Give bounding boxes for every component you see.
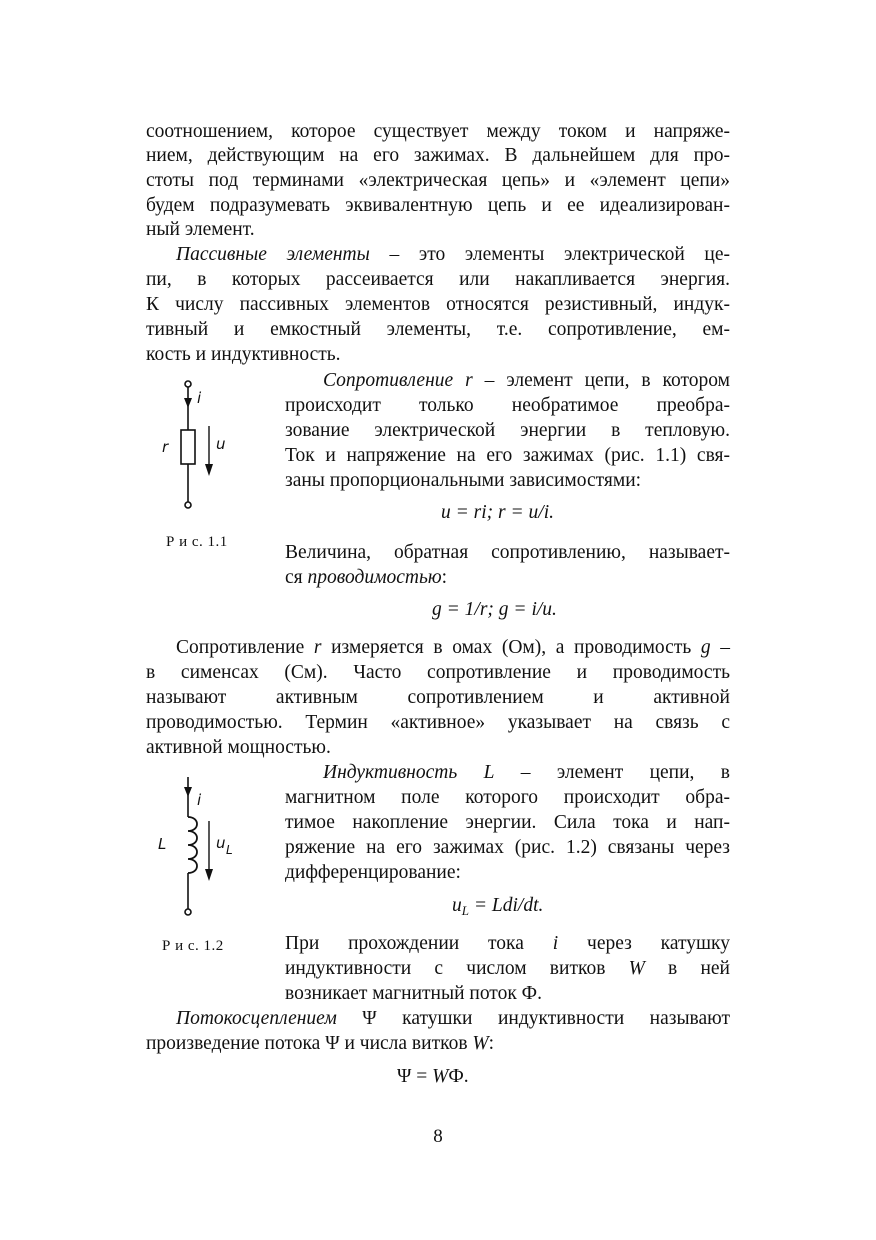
figure-1-2-caption: Р и с. 1.2 xyxy=(162,938,224,954)
inductance-line-4: ряжение на его зажимах (рис. 1.2) связаны через xyxy=(285,837,730,858)
figure-1-2-current-label: i xyxy=(197,791,202,809)
resistance-line-1: Сопротивление r – элемент цепи, в котором xyxy=(323,370,730,391)
resistance-line-5: заны пропорциональными зависимостями: xyxy=(285,470,642,491)
inductor-bottom-terminal xyxy=(185,909,191,915)
current-arrow-icon xyxy=(184,787,192,797)
figure-1-1-resistor-diagram xyxy=(150,378,260,518)
units-line-3: называют активным сопротивлением и активной xyxy=(146,687,730,708)
figure-1-1-resistance-label: r xyxy=(162,438,169,456)
inductance-term: Индуктивность L xyxy=(323,762,495,783)
flux-linkage-line-2: произведение потока Ψ и числа витков W: xyxy=(146,1033,495,1054)
inductance-line-5: дифференцирование: xyxy=(285,862,461,883)
resistor-symbol xyxy=(181,430,195,464)
figure-1-1-caption: Р и с. 1.1 xyxy=(166,534,228,550)
page-number: 8 xyxy=(433,1126,443,1147)
figure-1-1-current-label: i xyxy=(197,389,202,407)
units-line-1: Сопротивление r измеряется в омах (Ом), а проводимость g – xyxy=(176,637,731,658)
paragraph-1-line-2: нием, действующим на его зажимах. В дальнейшем для про- xyxy=(146,145,730,166)
inductance-line-3: тимое накопление энергии. Сила тока и нап- xyxy=(285,812,730,833)
figure-1-2-inductor-diagram xyxy=(150,771,260,921)
formula-flux-linkage: Ψ = WФ. xyxy=(397,1066,469,1087)
resistance-term: Сопротивление r xyxy=(323,370,473,391)
paragraph-2-line-3: К числу пассивных элементов относятся резистивный, индук- xyxy=(146,294,730,315)
units-line-2: в сименсах (См). Часто сопротивление и проводимость xyxy=(146,662,730,683)
current-arrow-icon xyxy=(184,398,192,408)
paragraph-2-line-2: пи, в которых рассеивается или накапливается энергия. xyxy=(146,269,730,290)
formula-inductance: $u_L = Ldi/dt$. xyxy=(452,895,544,918)
voltage-arrow-icon xyxy=(205,869,213,881)
resistance-line-2: происходит только необратимое преобра- xyxy=(285,395,730,416)
paragraph-1-line-4: будем подразумевать эквивалентную цепь и ее идеализирован- xyxy=(146,195,730,216)
formula-ohms-law: u = ri; r = u/i. xyxy=(441,502,554,523)
units-line-4: проводимостью. Термин «активное» указывает на связь с xyxy=(146,712,730,733)
inductor-coil-symbol xyxy=(188,817,197,873)
resistance-line-4: Ток и напряжение на его зажимах (рис. 1.1) свя- xyxy=(285,445,730,466)
inductance-line-1: Индуктивность L – элемент цепи, в xyxy=(323,762,730,783)
formula-conductance: g = 1/r; g = i/u. xyxy=(432,599,557,620)
flux-linkage-line-1: Потокосцеплением Ψ катушки индуктивности называют xyxy=(176,1008,730,1029)
resistance-line-3: зование электрической энергии в тепловую. xyxy=(285,420,730,441)
paragraph-1-line-1: соотношением, которое существует между током и напряже- xyxy=(146,121,730,142)
figure-1-2-voltage-subscript: L xyxy=(226,843,233,857)
conductance-line-1: Величина, обратная сопротивлению, называет- xyxy=(285,542,730,563)
inductance-line-2: магнитном поле которого происходит обра- xyxy=(285,787,730,808)
figure-1-2-inductance-label: L xyxy=(158,835,167,853)
paragraph-2-line-5: кость и индуктивность. xyxy=(146,344,341,365)
flux-linkage-term: Потокосцеплением xyxy=(176,1008,337,1029)
voltage-arrow-icon xyxy=(205,464,213,476)
figure-1-2-voltage-label: u xyxy=(216,834,226,852)
paragraph-1-line-5: ный элемент. xyxy=(146,219,255,240)
passive-elements-term: Пассивные элементы xyxy=(176,244,370,265)
resistor-top-terminal xyxy=(185,381,191,387)
conductance-line-2: ся проводимостью: xyxy=(285,567,448,588)
flux-line-1: При прохождении тока i через катушку xyxy=(285,933,730,954)
figure-1-1-voltage-label: u xyxy=(216,435,226,453)
resistor-bottom-terminal xyxy=(185,502,191,508)
flux-line-2: индуктивности с числом витков W в ней xyxy=(285,958,730,979)
conductance-term: проводимостью xyxy=(307,567,442,588)
paragraph-2-line-1: Пассивные элементы – это элементы электрической це- xyxy=(176,244,730,265)
paragraph-1-line-3: стоты под терминами «электрическая цепь» и «элемент цепи» xyxy=(146,170,730,191)
paragraph-2-line-4: тивный и емкостный элементы, т.е. сопротивление, ем- xyxy=(146,319,730,340)
units-line-5: активной мощностью. xyxy=(146,737,331,758)
flux-line-3: возникает магнитный поток Ф. xyxy=(285,983,542,1004)
